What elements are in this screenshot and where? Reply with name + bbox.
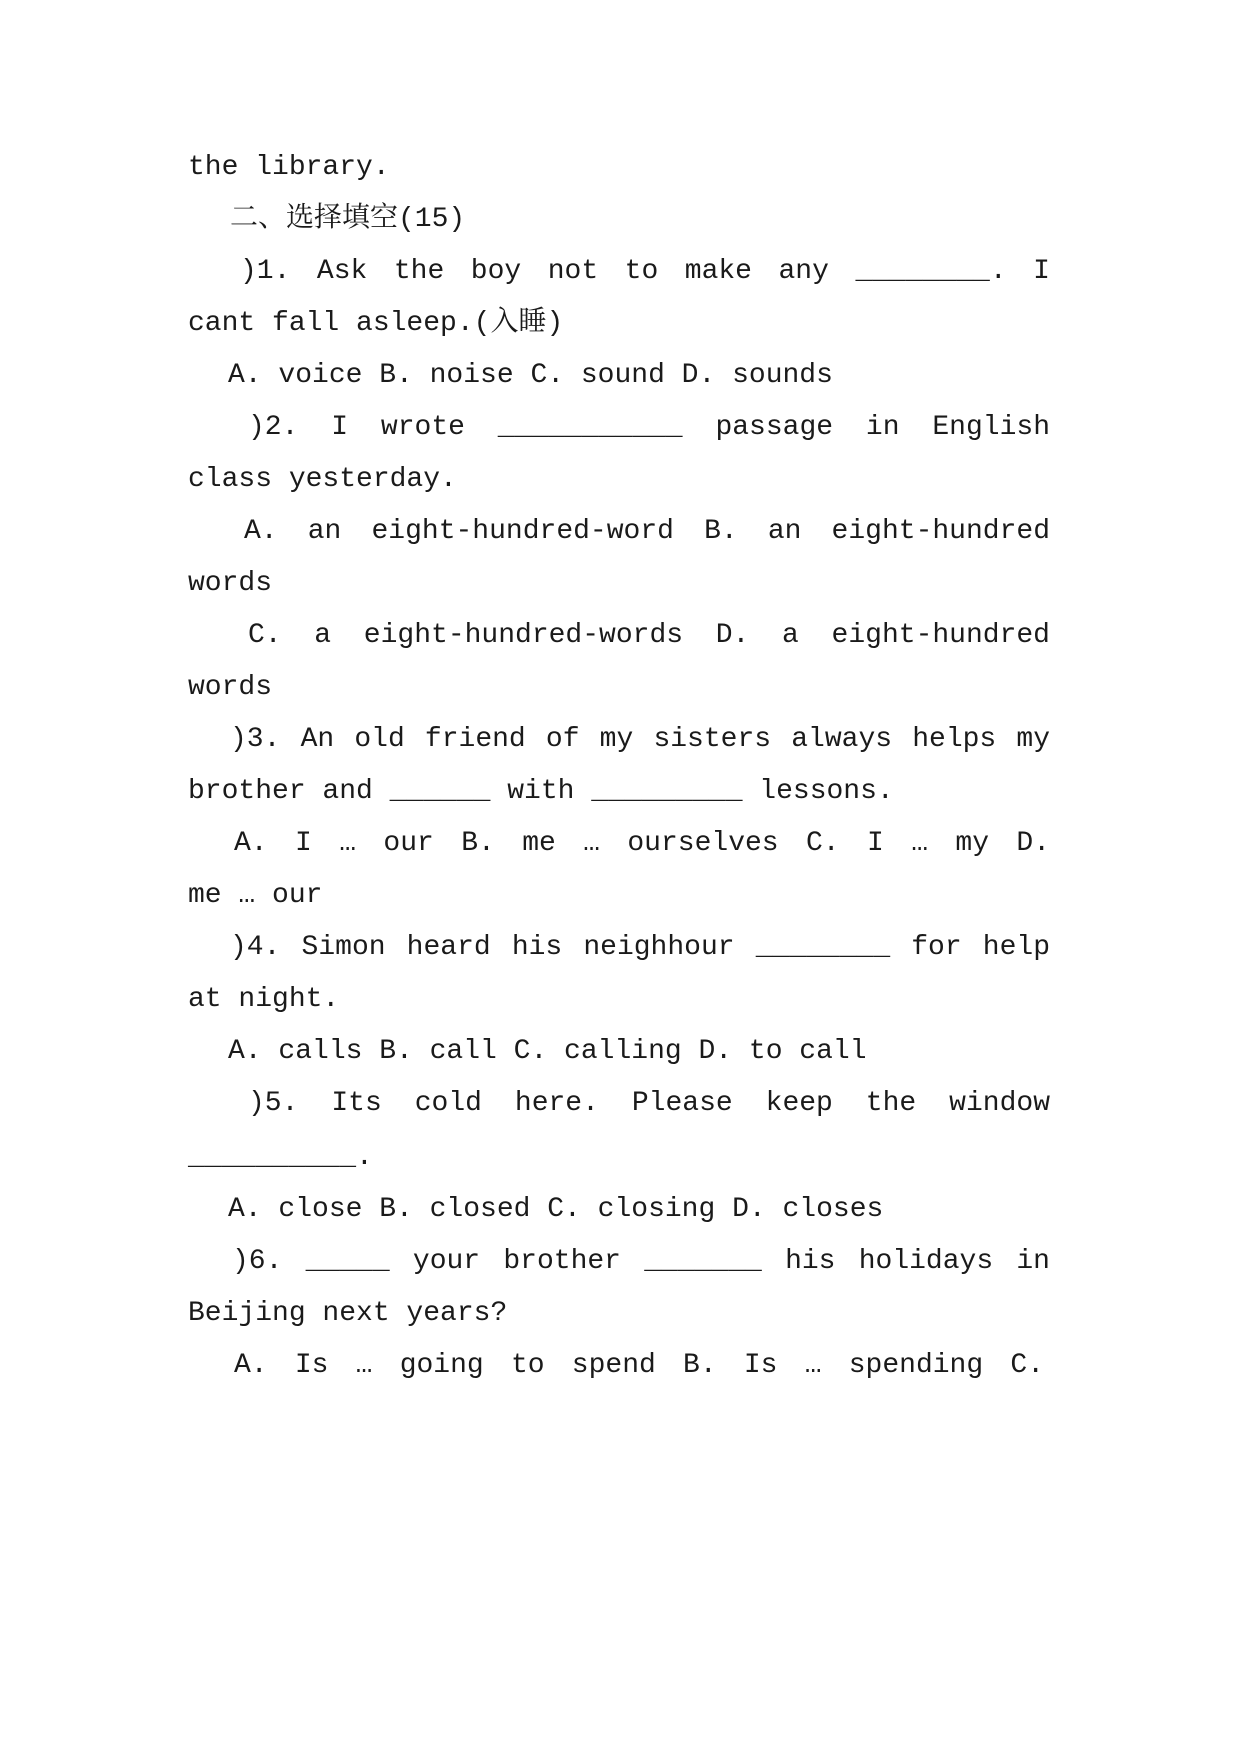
question-2-options-cd-continued: words	[188, 672, 273, 703]
question-5-stem: )5. Its cold here. Please keep the window	[248, 1088, 1050, 1119]
question-2-stem: )2. I wrote ___________ passage in English	[248, 412, 1050, 443]
question-1-stem: )1. Ask the boy not to make any ________. I	[240, 256, 1050, 287]
question-5-stem-continued: __________.	[188, 1142, 373, 1173]
question-3-options: A. I … our B. me … ourselves C. I … my D.	[234, 828, 1050, 859]
question-5-options: A. close B. closed C. closing D. closes	[228, 1194, 884, 1225]
question-6-stem: )6. _____ your brother _______ his holidays in	[232, 1246, 1050, 1277]
question-1-options: A. voice B. noise C. sound D. sounds	[228, 360, 833, 391]
text-line-continuation: the library.	[188, 152, 390, 183]
question-2-options-cd: C. a eight-hundred-words D. a eight-hundred	[248, 620, 1050, 651]
question-2-options-ab-continued: words	[188, 568, 273, 599]
question-3-options-continued: me … our	[188, 880, 323, 911]
question-6-options: A. Is … going to spend B. Is … spending C.	[234, 1350, 1044, 1381]
question-3-stem-continued: brother and ______ with _________ lessons.	[188, 776, 894, 807]
question-2-options-ab: A. an eight-hundred-word B. an eight-hundred	[244, 516, 1050, 547]
question-2-stem-continued: class yesterday.	[188, 464, 457, 495]
question-4-stem: )4. Simon heard his neighhour ________ for help	[230, 932, 1050, 963]
section-heading: 二、选择填空(15)	[230, 204, 466, 235]
question-4-options: A. calls B. call C. calling D. to call	[228, 1036, 867, 1067]
question-3-stem: )3. An old friend of my sisters always helps my	[230, 724, 1050, 755]
question-6-stem-continued: Beijing next years?	[188, 1298, 508, 1329]
document-page	[188, 0, 1050, 1754]
question-4-stem-continued: at night.	[188, 984, 340, 1015]
question-1-stem-continued: cant fall asleep.(入睡)	[188, 308, 564, 339]
